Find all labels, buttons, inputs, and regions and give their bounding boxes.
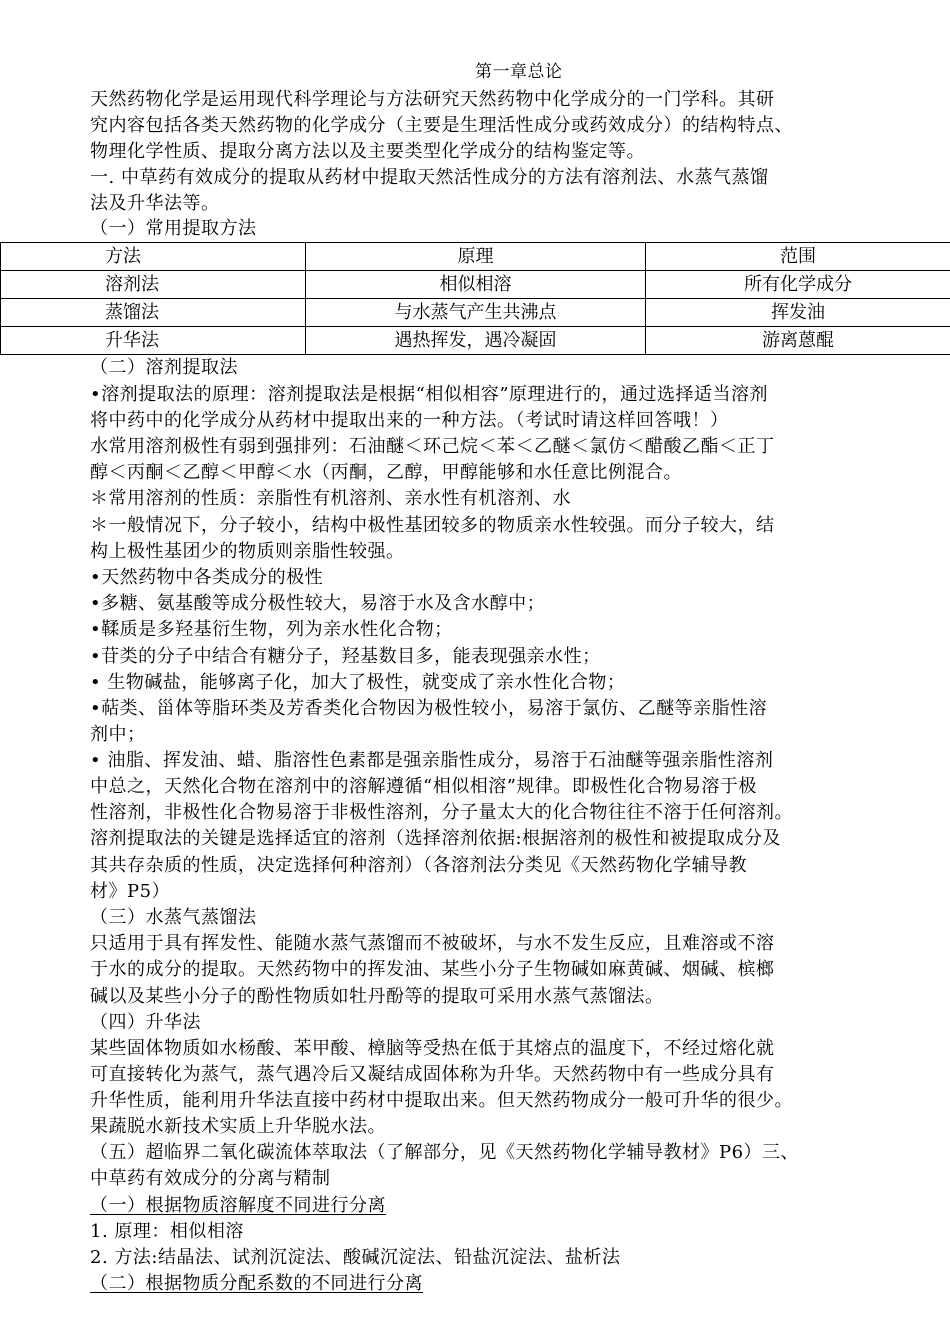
subsection-heading: （二）溶剂提取法 [90,357,238,378]
body-line: 果蔬脱水新技术实质上升华脱水法。 [90,1116,386,1137]
table-header-cell: 原理 [306,243,646,271]
table-header-cell: 范围 [646,243,950,271]
body-line: • 生物碱盐，能够离子化，加大了极性，就变成了亲水性化合物； [90,672,626,693]
table-row [1,299,950,327]
body-line: 只适用于具有挥发性、能随水蒸气蒸馏而不被破坏，与水不发生反应，且难溶或不溶 [90,933,775,954]
extraction-methods-table [0,242,950,355]
body-line: ＊常用溶剂的性质：亲脂性有机溶剂、亲水性有机溶剂、水 [90,488,571,509]
body-line: 溶剂提取法的关键是选择适宜的溶剂（选择溶剂依据:根据溶剂的极性和被提取成分及 [90,828,782,849]
body-line: •苷类的分子中结合有糖分子，羟基数目多，能表现强亲水性； [90,646,601,667]
body-line: 2. 方法:结晶法、试剂沉淀法、酸碱沉淀法、铅盐沉淀法、盐析法 [90,1247,621,1268]
body-line: 中总之，天然化合物在溶剂中的溶解遵循“相似相溶”规律。即极性化合物易溶于极 [90,776,757,797]
intro-line: 究内容包括各类天然药物的化学成分（主要是生理活性成分或药效成分）的结构特点、 [90,115,793,136]
table-cell: 溶剂法 [1,271,306,299]
body-line: •溶剂提取法的原理：溶剂提取法是根据“相似相容”原理进行的，通过选择适当溶剂 [90,384,769,405]
body-line: 1. 原理：相似相溶 [90,1221,244,1242]
subsection-heading-underlined: （二）根据物质分配系数的不同进行分离 [90,1273,423,1294]
body-line: 中草药有效成分的分离与精制 [90,1168,331,1189]
subsection-heading: （三）水蒸气蒸馏法 [90,907,257,928]
table-row [1,271,950,299]
body-line: •鞣质是多羟基衍生物，列为亲水性化合物； [90,619,453,640]
body-line: （五）超临界二氧化碳流体萃取法（了解部分，见《天然药物化学辅导教材》P6）三、 [90,1142,800,1163]
body-line: 材》P5） [90,881,171,902]
table-cell: 升华法 [1,327,306,355]
body-line: ＊一般情况下，分子较小，结构中极性基团较多的物质亲水性较强。而分子较大，结 [90,515,775,536]
body-line: 性溶剂，非极性化合物易溶于非极性溶剂，分子量太大的化合物往往不溶于任何溶剂。 [90,802,793,823]
table-cell: 与水蒸气产生共沸点 [306,299,646,327]
body-line: 将中药中的化学成分从药材中提取出来的一种方法。（考试时请这样回答哦！） [90,410,729,431]
body-line: 可直接转化为蒸气，蒸气遇冷后又凝结成固体称为升华。天然药物中有一些成分具有 [90,1064,775,1085]
subsection-heading: （四）升华法 [90,1012,201,1033]
table-header-cell: 方法 [1,243,306,271]
body-line: • 油脂、挥发油、蜡、脂溶性色素都是强亲脂性成分，易溶于石油醚等强亲脂性溶剂 [90,750,774,771]
section-heading-cont: 法及升华法等。 [90,193,220,214]
body-line: 于水的成分的提取。天然药物中的挥发油、某些小分子生物碱如麻黄碱、烟碱、槟榔 [90,959,775,980]
chapter-title: 第一章总论 [475,62,563,82]
body-line: 其共存杂质的性质，决定选择何种溶剂）（各溶剂法分类见《天然药物化学辅导教 [90,855,747,876]
body-line: •多糖、氨基酸等成分极性较大，易溶于水及含水醇中； [90,593,546,614]
subsection-heading: （一）常用提取方法 [90,218,257,239]
body-line: 剂中； [90,724,146,745]
body-line: 碱以及某些小分子的酚性物质如牡丹酚等的提取可采用水蒸气蒸馏法。 [90,986,664,1007]
body-line: •天然药物中各类成分的极性 [90,567,324,588]
intro-line: 天然药物化学是运用现代科学理论与方法研究天然药物中化学成分的一门学科。其研 [90,89,775,110]
intro-line: 物理化学性质、提取分离方法以及主要类型化学成分的结构鉴定等。 [90,141,645,162]
body-line: 升华性质，能利用升华法直接中药材中提取出来。但天然药物成分一般可升华的很少。 [90,1090,793,1111]
body-line: 醇＜丙酮＜乙醇＜甲醇＜水（丙酮，乙醇，甲醇能够和水任意比例混合。 [90,462,682,483]
table-cell: 挥发油 [646,299,950,327]
body-line: 水常用溶剂极性有弱到强排列：石油醚＜环己烷＜苯＜乙醚＜氯仿＜醋酸乙酯＜正丁 [90,436,775,457]
table-cell: 相似相溶 [306,271,646,299]
body-line: •萜类、甾体等脂环类及芳香类化合物因为极性较小，易溶于氯仿、乙醚等亲脂性溶 [90,698,768,719]
table-cell: 所有化学成分 [646,271,950,299]
subsection-heading-underlined: （一）根据物质溶解度不同进行分离 [90,1195,386,1216]
table-cell: 遇热挥发，遇冷凝固 [306,327,646,355]
table-header-row [1,243,950,271]
table-row [1,327,950,355]
body-line: 某些固体物质如水杨酸、苯甲酸、樟脑等受热在低于其熔点的温度下，不经过熔化就 [90,1038,775,1059]
body-line: 构上极性基团少的物质则亲脂性较强。 [90,541,405,562]
table-cell: 游离蒽醌 [646,327,950,355]
section-heading: 一. 中草药有效成分的提取从药材中提取天然活性成分的方法有溶剂法、水蒸气蒸馏 [90,167,769,188]
table-cell: 蒸馏法 [1,299,306,327]
